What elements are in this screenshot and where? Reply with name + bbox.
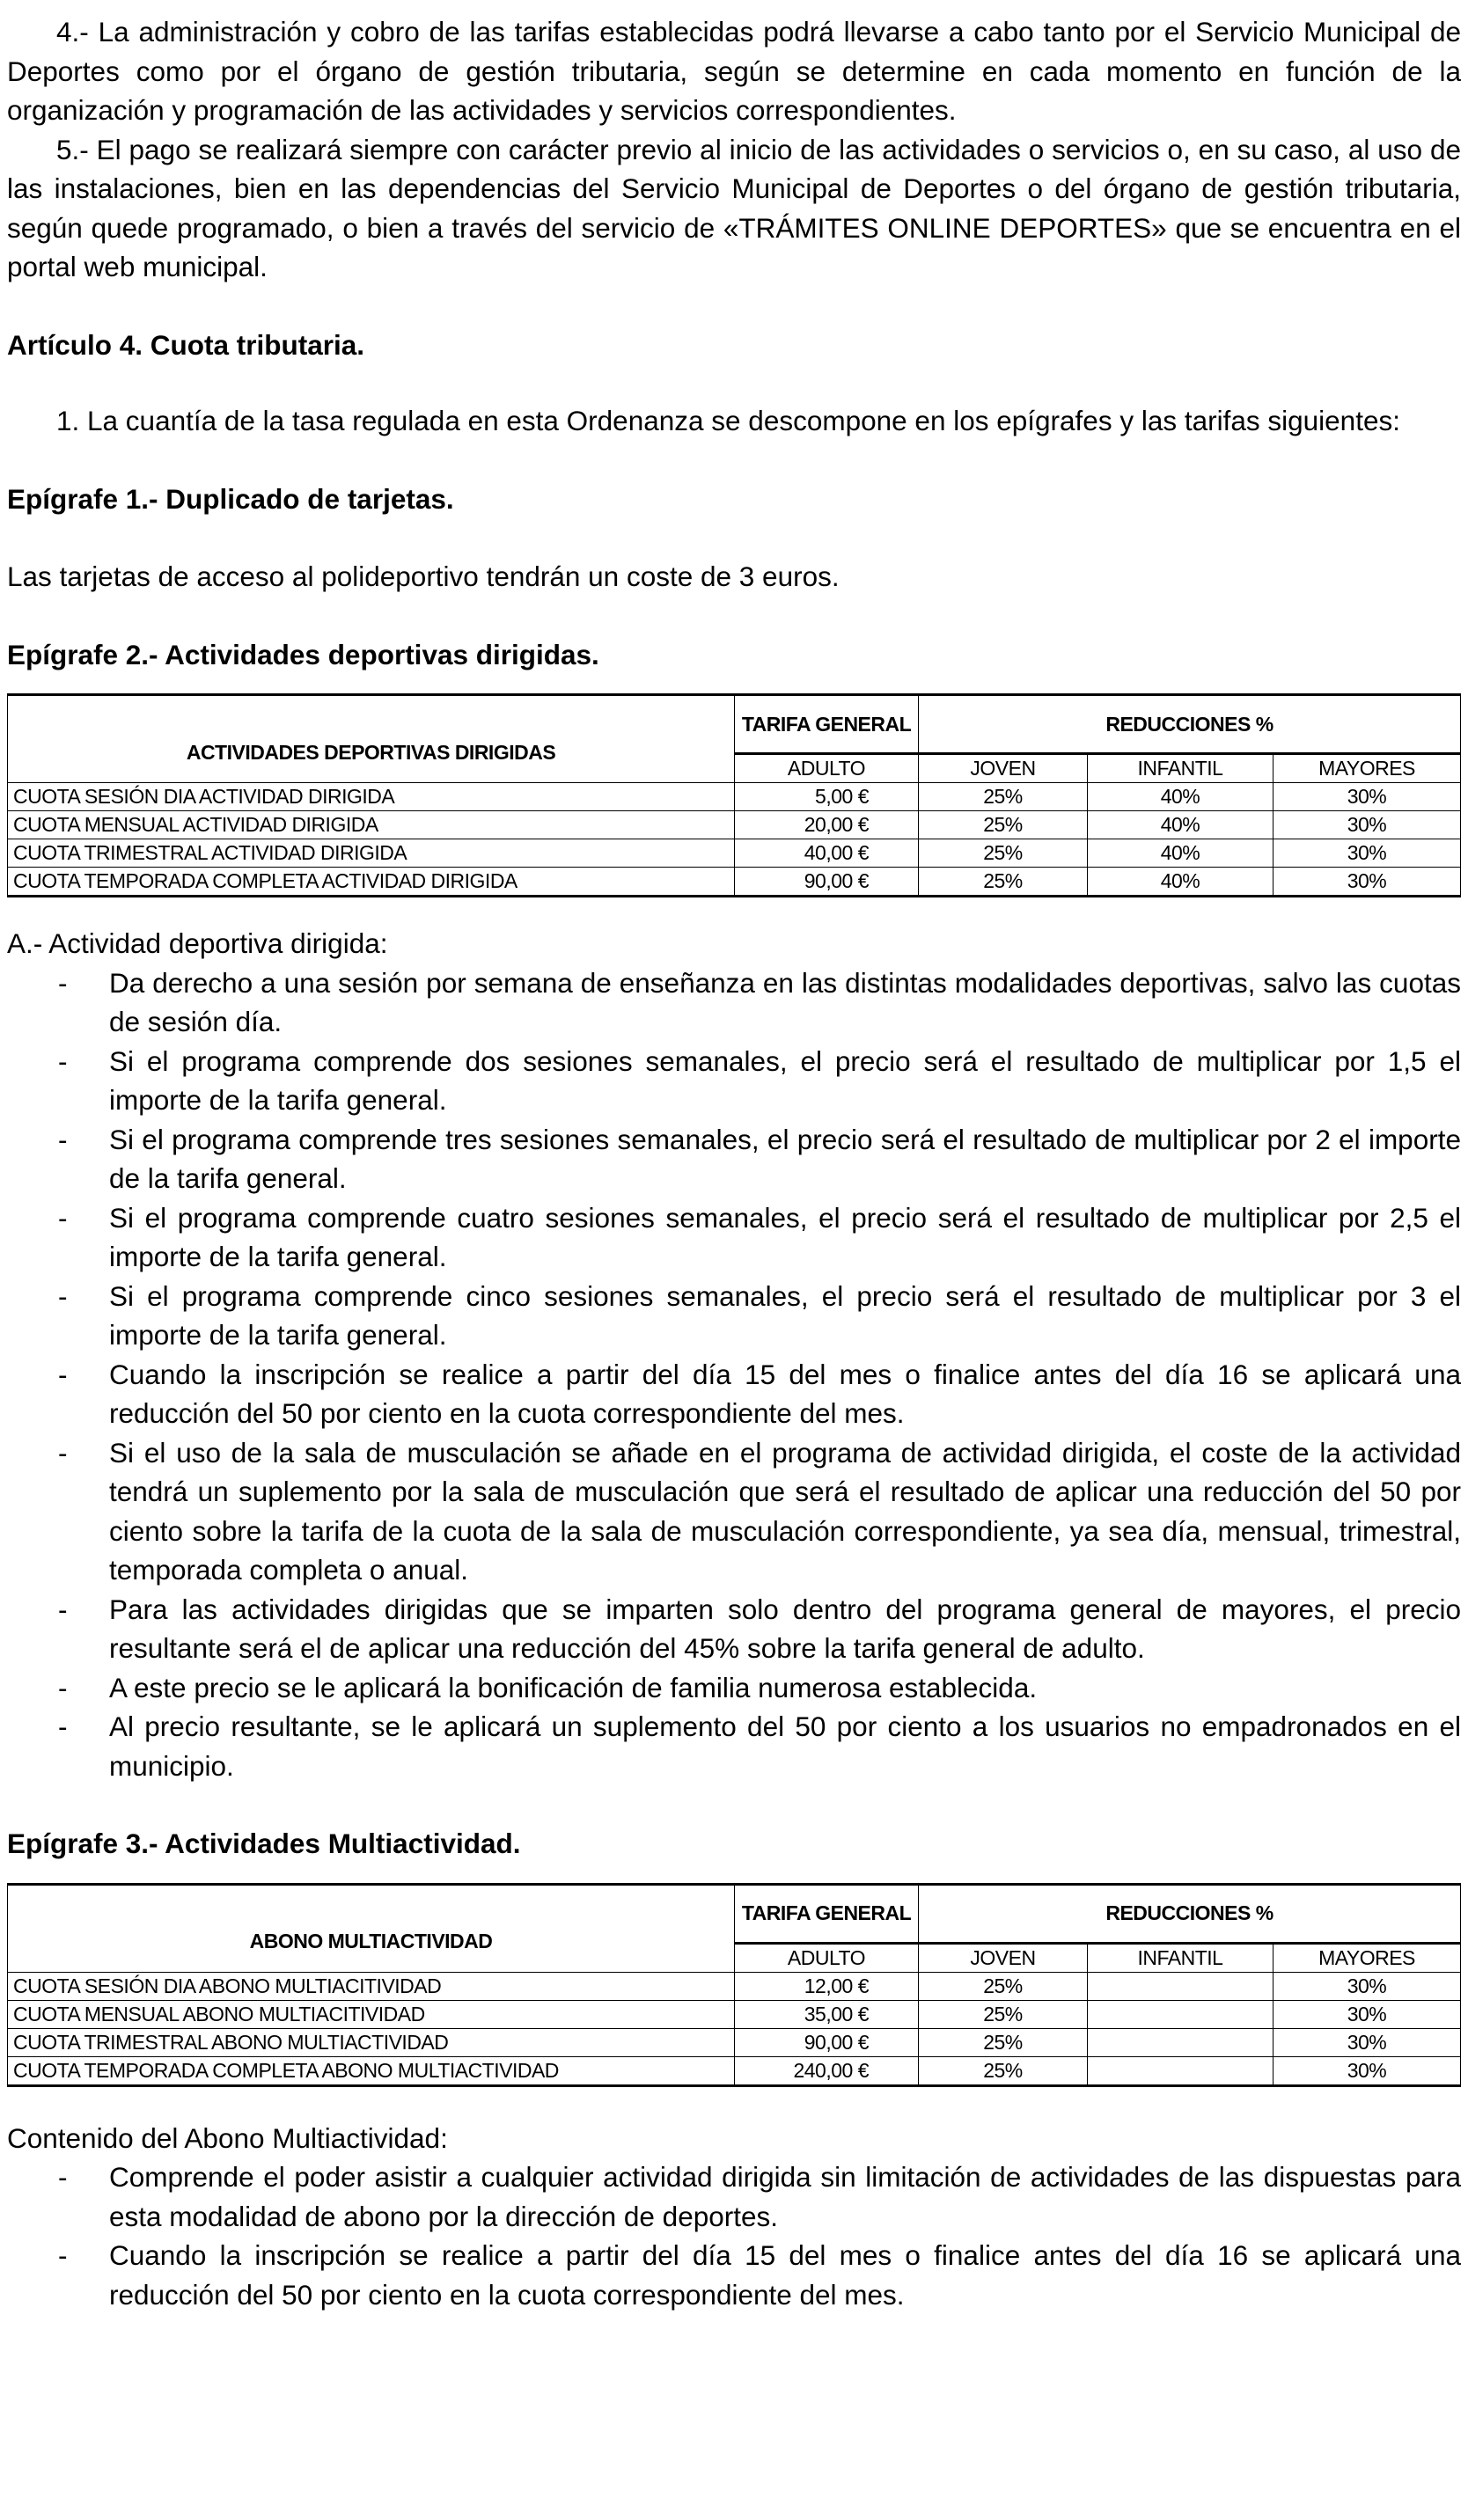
dash-bullet: - (58, 1358, 68, 1390)
list-item-text: Cuando la inscripción se realice a partir del día 15 del mes o finalice antes del día 16 se aplicará una reducción del 50 por ciento en la cuota correspondiente del mes. (109, 1358, 1461, 1429)
cell-adulto: 90,00 € (735, 868, 919, 897)
contenido-title: Contenido del Abono Multiactividad: (7, 2121, 448, 2154)
cell-joven: 25% (919, 2056, 1088, 2085)
cell-mayores: 30% (1273, 839, 1461, 868)
cell-adulto: 5,00 € (735, 783, 919, 811)
epigrafe-1-text: Las tarjetas de acceso al polideportivo tendrán un coste de 3 euros. (7, 560, 840, 592)
section-a-list (7, 963, 1461, 1786)
header-joven: JOVEN (919, 1943, 1088, 1972)
header-activity: ACTIVIDADES DEPORTIVAS DIRIGIDAS (8, 695, 735, 783)
article-paragraph-1: 1. La cuantía de la tasa regulada en esta Ordenanza se descompone en los epígrafes y las tarifas siguientes: (56, 405, 1400, 436)
cell-adulto: 20,00 € (735, 811, 919, 839)
cell-mayores: 30% (1273, 811, 1461, 839)
dash-bullet: - (58, 1123, 68, 1155)
cell-joven: 25% (919, 811, 1088, 839)
table-row (8, 783, 1461, 811)
header-adulto: ADULTO (735, 1943, 919, 1972)
dash-bullet: - (58, 2239, 68, 2271)
list-item-text: Si el uso de la sala de musculación se añade en el programa de actividad dirigida, el coste de la actividad tendrá un suplemento por la sala de musculación que será el resultado de aplicar una reducción del 50 por ciento sobre la tarifa de la cuota de la sala de musculación correspondiente, ya sea día, mensual, trimestral, temporada completa o anual. (109, 1436, 1461, 1586)
header-mayores: MAYORES (1273, 1943, 1461, 1972)
cell-mayores: 30% (1273, 2056, 1461, 2085)
dash-bullet: - (58, 1279, 68, 1312)
table-row (8, 868, 1461, 897)
cell-concept: CUOTA MENSUAL ACTIVIDAD DIRIGIDA (8, 811, 735, 839)
table-row (8, 839, 1461, 868)
epigrafe-2-title: Epígrafe 2.- Actividades deportivas dirigidas. (7, 638, 599, 670)
cell-joven: 25% (919, 2000, 1088, 2028)
header-tarifa: TARIFA GENERAL (735, 1884, 919, 1943)
cell-concept: CUOTA SESIÓN DIA ACTIVIDAD DIRIGIDA (8, 783, 735, 811)
cell-infantil (1088, 2056, 1273, 2085)
cell-adulto: 90,00 € (735, 2028, 919, 2056)
cell-infantil (1088, 1972, 1273, 2000)
cell-joven: 25% (919, 783, 1088, 811)
cell-joven: 25% (919, 2028, 1088, 2056)
section-a-title: A.- Actividad deportiva dirigida: (7, 927, 388, 959)
list-item (7, 1355, 1461, 1433)
cell-mayores: 30% (1273, 2000, 1461, 2028)
dash-bullet: - (58, 2161, 68, 2193)
dash-bullet: - (58, 1044, 68, 1077)
cell-concept: CUOTA TRIMESTRAL ACTIVIDAD DIRIGIDA (8, 839, 735, 868)
document-page (7, 12, 1461, 2314)
cell-infantil (1088, 2000, 1273, 2028)
dash-bullet: - (58, 1711, 68, 1742)
header-joven: JOVEN (919, 754, 1088, 783)
list-item (7, 963, 1461, 1042)
header-abono: ABONO MULTIACTIVIDAD (8, 1884, 735, 1972)
list-item-text: Si el programa comprende dos sesiones semanales, el precio será el resultado de multiplicar por 1,5 el importe de la tarifa general. (109, 1044, 1461, 1116)
cell-adulto: 240,00 € (735, 2056, 919, 2085)
list-item-text: Al precio resultante, se le aplicará un suplemento del 50 por ciento a los usuarios no empadronados en el municipio. (109, 1711, 1461, 1782)
list-item (7, 1668, 1461, 1708)
cell-mayores: 30% (1273, 2028, 1461, 2056)
cell-adulto: 40,00 € (735, 839, 919, 868)
epigrafe-3-title: Epígrafe 3.- Actividades Multiactividad. (7, 1828, 521, 1859)
cell-mayores: 30% (1273, 868, 1461, 897)
cell-concept: CUOTA TEMPORADA COMPLETA ABONO MULTIACTIVIDAD (8, 2056, 735, 2085)
header-infantil: INFANTIL (1088, 754, 1273, 783)
cell-adulto: 35,00 € (735, 2000, 919, 2028)
cell-mayores: 30% (1273, 1972, 1461, 2000)
table-row (8, 2056, 1461, 2085)
list-item-text: Cuando la inscripción se realice a partir del día 15 del mes o finalice antes del día 16 se aplicará una reducción del 50 por ciento en la cuota correspondiente del mes. (109, 2239, 1461, 2311)
list-item-text: A este precio se le aplicará la bonificación de familia numerosa establecida. (109, 1671, 1038, 1703)
cell-infantil (1088, 2028, 1273, 2056)
list-item (7, 1198, 1461, 1277)
cell-adulto: 12,00 € (735, 1972, 919, 2000)
header-infantil: INFANTIL (1088, 1943, 1273, 1972)
list-item-text: Comprende el poder asistir a cualquier actividad dirigida sin limitación de actividades de las dispuestas para esta modalidad de abono por la dirección de deportes. (109, 2161, 1461, 2232)
paragraph-5: 5.- El pago se realizará siempre con carácter previo al inicio de las actividades o servicios o, en su caso, al uso de las instalaciones, bien en las dependencias del Servicio Municipal de Deportes o del órgano de gestión tributaria, según quede programado, o bien a través del servicio de «TRÁMITES ONLINE DEPORTES» que se encuentra en el portal web municipal. (7, 133, 1461, 282)
table-row (8, 2000, 1461, 2028)
list-item (7, 2236, 1461, 2314)
dash-bullet: - (58, 1201, 68, 1234)
list-item-text: Si el programa comprende tres sesiones semanales, el precio será el resultado de multiplicar por 2 el importe de la tarifa general. (109, 1123, 1461, 1194)
list-item (7, 1042, 1461, 1120)
list-item (7, 1277, 1461, 1355)
paragraph-4: 4.- La administración y cobro de las tarifas establecidas podrá llevarse a cabo tanto por el Servicio Municipal de Deportes como por el órgano de gestión tributaria, según se determine en cada momento en función de la organización y programación de las actividades y servicios correspondientes. (7, 16, 1461, 126)
dash-bullet: - (58, 1436, 68, 1469)
dash-bullet: - (58, 1593, 68, 1625)
header-reducciones: REDUCCIONES % (919, 1884, 1461, 1943)
table-actividades-dirigidas (7, 693, 1461, 897)
article-title: Artículo 4. Cuota tributaria. (7, 328, 365, 361)
contenido-list (7, 2157, 1461, 2314)
list-item (7, 1590, 1461, 1668)
header-reducciones: REDUCCIONES % (919, 695, 1461, 754)
cell-infantil: 40% (1088, 811, 1273, 839)
cell-joven: 25% (919, 1972, 1088, 2000)
cell-joven: 25% (919, 839, 1088, 868)
list-item-text: Para las actividades dirigidas que se imparten solo dentro del programa general de mayores, el precio resultante será el de aplicar una reducción del 45% sobre la tarifa general de adulto. (109, 1593, 1461, 1664)
header-mayores: MAYORES (1273, 754, 1461, 783)
cell-concept: CUOTA SESIÓN DIA ABONO MULTIACITIVIDAD (8, 1972, 735, 2000)
cell-mayores: 30% (1273, 783, 1461, 811)
list-item (7, 1433, 1461, 1590)
table-abono-multiactividad (7, 1883, 1461, 2087)
cell-joven: 25% (919, 868, 1088, 897)
epigrafe-1-title: Epígrafe 1.- Duplicado de tarjetas. (7, 482, 454, 515)
list-item (7, 1707, 1461, 1785)
list-item-text: Da derecho a una sesión por semana de enseñanza en las distintas modalidades deportivas, salvo las cuotas de sesión día. (109, 966, 1461, 1037)
table-row (8, 1972, 1461, 2000)
cell-infantil: 40% (1088, 839, 1273, 868)
dash-bullet: - (58, 1671, 68, 1703)
list-item (7, 1120, 1461, 1198)
cell-concept: CUOTA TEMPORADA COMPLETA ACTIVIDAD DIRIGIDA (8, 868, 735, 897)
dash-bullet: - (58, 966, 68, 999)
cell-concept: CUOTA TRIMESTRAL ABONO MULTIACTIVIDAD (8, 2028, 735, 2056)
list-item (7, 2157, 1461, 2236)
list-item-text: Si el programa comprende cinco sesiones semanales, el precio será el resultado de multiplicar por 3 el importe de la tarifa general. (109, 1279, 1461, 1351)
header-tarifa: TARIFA GENERAL (735, 695, 919, 754)
cell-infantil: 40% (1088, 868, 1273, 897)
table-row (8, 2028, 1461, 2056)
list-item-text: Si el programa comprende cuatro sesiones semanales, el precio será el resultado de multiplicar por 2,5 el importe de la tarifa general. (109, 1201, 1461, 1272)
cell-infantil: 40% (1088, 783, 1273, 811)
cell-concept: CUOTA MENSUAL ABONO MULTIACITIVIDAD (8, 2000, 735, 2028)
header-adulto: ADULTO (735, 754, 919, 783)
table-row (8, 811, 1461, 839)
